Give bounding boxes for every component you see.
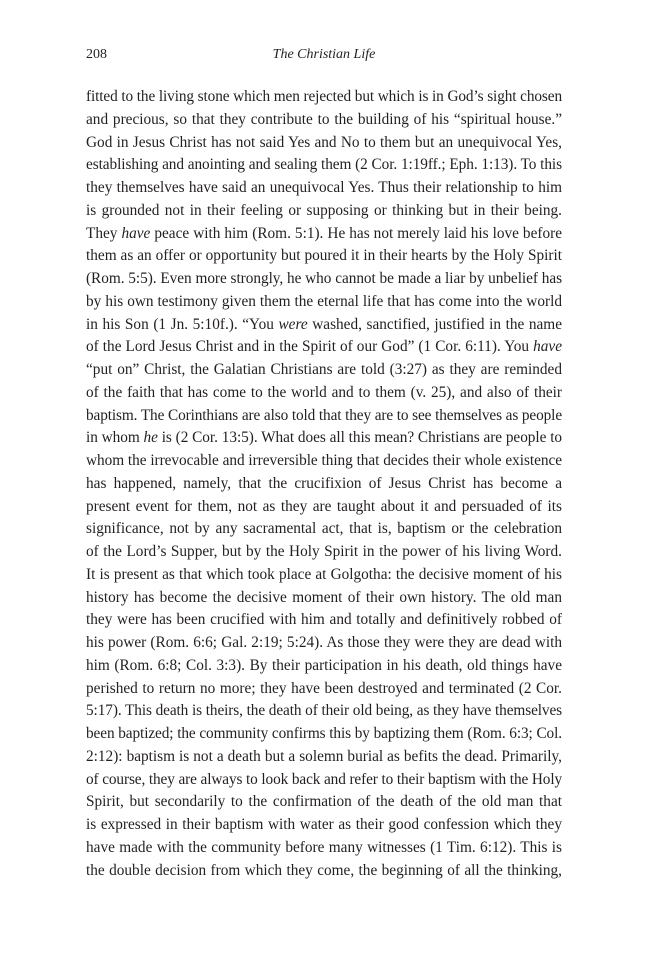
text-line (86, 405, 562, 428)
text-run: been baptized; the community confirms this by baptizing them (Rom. 6:3; Col. (86, 725, 562, 742)
text-line (86, 518, 562, 541)
text-run: have made with the community before many witnesses (1 Tim. 6:12). This is (86, 838, 562, 856)
text-run: whom the irrevocable and irreversible thing that decides their whole existence (86, 452, 562, 469)
text-run: and precious, so that they contribute to the building of his “spiritual house.” (86, 110, 562, 128)
text-line (86, 860, 562, 883)
text-line (86, 700, 562, 723)
text-line (86, 791, 562, 814)
text-line (86, 86, 562, 109)
text-line (86, 837, 562, 860)
text-run: 5:17). This death is theirs, the death of their old being, as they have themselves (86, 702, 562, 720)
text-run: them as an offer or opportunity but poured it in their hearts by the Holy Spirit (86, 247, 562, 265)
italic-text: he (143, 429, 158, 447)
text-run: him (Rom. 6:8; Col. 3:3). By their participation in his death, old things have (86, 656, 562, 674)
italic-text: have (121, 224, 151, 242)
text-run: of the Lord Jesus Christ and in the Spirit of our God” (1 Cor. 6:11). You (86, 338, 534, 356)
text-run: has happened, namely, that the crucifixion of Jesus Christ has become a (86, 474, 562, 492)
text-line (86, 245, 562, 268)
text-run: perished to return no more; they have been destroyed and terminated (2 Cor. (86, 679, 562, 697)
text-run: baptism. The Corinthians are also told that they are to see themselves as people (86, 406, 562, 424)
page-number: 208 (86, 47, 107, 62)
text-line (86, 564, 562, 587)
text-line (86, 609, 562, 632)
text-line (86, 427, 562, 450)
text-line (86, 359, 562, 382)
text-line (86, 473, 562, 496)
text-line (86, 154, 562, 177)
text-line (86, 200, 562, 223)
text-line (86, 814, 562, 837)
text-run: (Rom. 5:5). Even more strongly, he who cannot be made a liar by unbelief has (86, 270, 562, 287)
text-run: They (86, 224, 122, 242)
text-line (86, 132, 562, 155)
text-run: in whom (86, 429, 144, 447)
body-paragraph (86, 86, 562, 882)
text-run: fitted to the living stone which men rejected but which is in God’s sight chosen (86, 88, 562, 105)
text-run: 2:12): baptism is not a death but a solemn burial as befits the dead. Primarily, (86, 747, 562, 765)
text-run: by his own testimony given them the eternal life that has come into the world (86, 292, 562, 310)
text-run: present event for them, not as they are taught about it and persuaded of its (86, 497, 562, 515)
text-line (86, 382, 562, 405)
text-run: Spirit, but secondarily to the confirmation of the death of the old man that (86, 793, 562, 811)
italic-text: were (278, 315, 308, 333)
text-run: “put on” Christ, the Galatian Christians are told (3:27) as they are reminded (86, 361, 562, 378)
text-line (86, 678, 562, 701)
text-run: of the Lord’s Supper, but by the Holy Spirit in the power of his living Word. (86, 543, 562, 560)
text-run: God in Jesus Christ has not said Yes and No to them but an unequivocal Yes, (86, 133, 562, 151)
text-line (86, 746, 562, 769)
text-line (86, 223, 562, 246)
text-run: of the faith that has come to the world and to them (v. 25), and also of their (86, 383, 562, 401)
text-run: history has become the decisive moment of their own history. The old man (86, 588, 562, 606)
text-run: they were has been crucified with him and totally and definitively robbed of (86, 611, 562, 629)
running-title: The Christian Life (272, 47, 376, 62)
italic-text: have (533, 338, 562, 356)
text-run: is (2 Cor. 13:5). What does all this mean? Christians are people to (157, 429, 562, 447)
text-line (86, 496, 562, 519)
text-run: his power (Rom. 6:6; Gal. 2:19; 5:24). As those they were they are dead with (86, 634, 562, 651)
text-run: is expressed in their baptism with water as their good confession which they (86, 816, 562, 833)
running-head (86, 44, 562, 66)
text-run: washed, sanctified, justified in the name (307, 315, 562, 333)
text-line (86, 769, 562, 792)
text-line (86, 268, 562, 291)
text-run: of course, they are always to look back and refer to their baptism with the Holy (86, 770, 562, 788)
text-line (86, 109, 562, 132)
text-run: in his Son (1 Jn. 5:10f.). “You (86, 315, 279, 333)
text-run: establishing and anointing and sealing them (2 Cor. 1:19ff.; Eph. 1:13). To this (86, 156, 562, 174)
text-run: is grounded not in their feeling or supposing or thinking but in their being. (86, 201, 562, 219)
text-run: they themselves have said an unequivocal Yes. Thus their relationship to him (86, 179, 562, 196)
text-line (86, 723, 562, 746)
text-line (86, 655, 562, 678)
text-run: peace with him (Rom. 5:1). He has not merely laid his love before (150, 224, 562, 242)
text-line (86, 177, 562, 200)
text-run: significance, not by any sacramental act, that is, baptism or the celebration (86, 520, 562, 538)
text-line (86, 450, 562, 473)
text-line (86, 291, 562, 314)
text-run: the double decision from which they come, the beginning of all the thinking, (86, 861, 562, 879)
text-line (86, 541, 562, 564)
text-line (86, 314, 562, 337)
text-line (86, 587, 562, 610)
text-run: It is present as that which took place at Golgotha: the decisive moment of his (86, 565, 562, 583)
text-line (86, 336, 562, 359)
text-line (86, 632, 562, 655)
